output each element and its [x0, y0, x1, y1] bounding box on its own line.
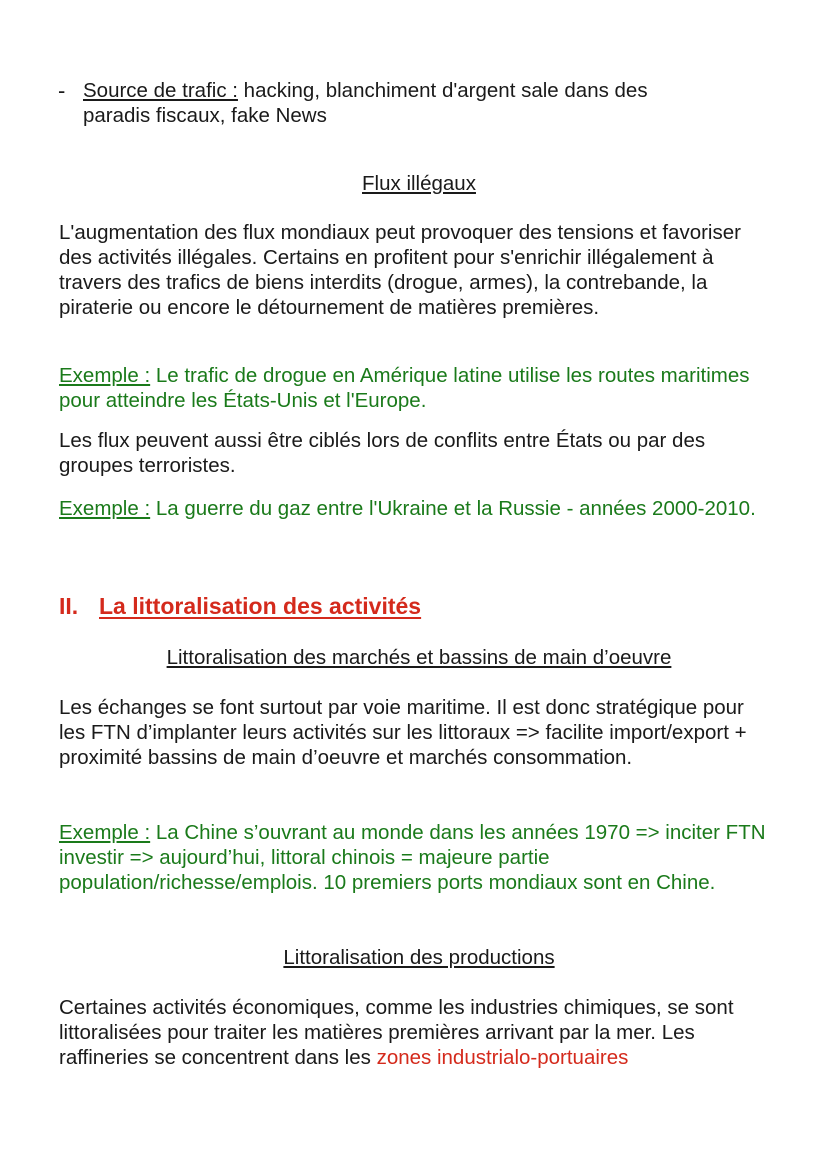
example-1-label: Exemple :	[59, 364, 151, 387]
bullet-text-line1: hacking, blanchiment d'argent sale dans des	[237, 79, 648, 102]
flux-heading: Flux illégaux	[362, 172, 476, 195]
bullet-label: Source de trafic :	[83, 79, 238, 102]
example-1	[59, 363, 779, 413]
bullet-text-line2: paradis fiscaux, fake News	[83, 104, 327, 127]
section-2-title: La littoralisation des activités	[99, 593, 422, 619]
example-3-text: La Chine s’ouvrant au monde dans les années 1970 => inciter FTN investir => aujourd’hui, littoral chinois = majeure partie population/richesse/emplois. 10 premiers ports mondiaux sont en Chine.	[59, 821, 766, 894]
example-2-text: La guerre du gaz entre l'Ukraine et la Russie - années 2000-2010.	[150, 497, 756, 520]
sub2-highlight: zones industrialo-portuaires	[376, 1046, 629, 1069]
bullet-marker: -	[58, 78, 66, 103]
section-2-number: II.	[59, 593, 79, 619]
flux-heading-wrap	[59, 171, 779, 196]
sub2-heading: Littoralisation des productions	[283, 946, 555, 969]
sub2-paragraph	[59, 995, 779, 1070]
example-2-label: Exemple :	[59, 497, 151, 520]
sub1-heading-wrap	[59, 645, 779, 670]
example-3	[59, 820, 779, 895]
sub2-paragraph-text: Certaines activités économiques, comme les industries chimiques, se sont littoralisées pour traiter les matières premières arrivant par la mer. Les raffineries se concentrent dans les	[59, 996, 734, 1069]
bullet-item	[83, 78, 783, 128]
sub1-heading: Littoralisation des marchés et bassins de main d’oeuvre	[166, 646, 672, 669]
section-2-heading	[59, 592, 421, 620]
sub1-paragraph: Les échanges se font surtout par voie maritime. Il est donc stratégique pour les FTN d’implanter leurs activités sur les littoraux => facilite import/export + proximité bassins de main d’oeuvre et marchés consommation.	[59, 696, 747, 769]
example-3-label: Exemple :	[59, 821, 151, 844]
sub2-heading-wrap	[59, 945, 779, 970]
example-2	[59, 496, 779, 521]
example-1-text: Le trafic de drogue en Amérique latine utilise les routes maritimes pour atteindre les États-Unis et l'Europe.	[59, 364, 750, 412]
flux-paragraph: L'augmentation des flux mondiaux peut provoquer des tensions et favoriser des activités illégales. Certains en profitent pour s'enrichir illégalement à travers des trafics de biens interdits (drogue, armes), la contrebande, la piraterie ou encore le détournement de matières premières.	[59, 221, 741, 319]
flux-paragraph-2: Les flux peuvent aussi être ciblés lors de conflits entre États ou par des groupes terroristes.	[59, 429, 706, 477]
